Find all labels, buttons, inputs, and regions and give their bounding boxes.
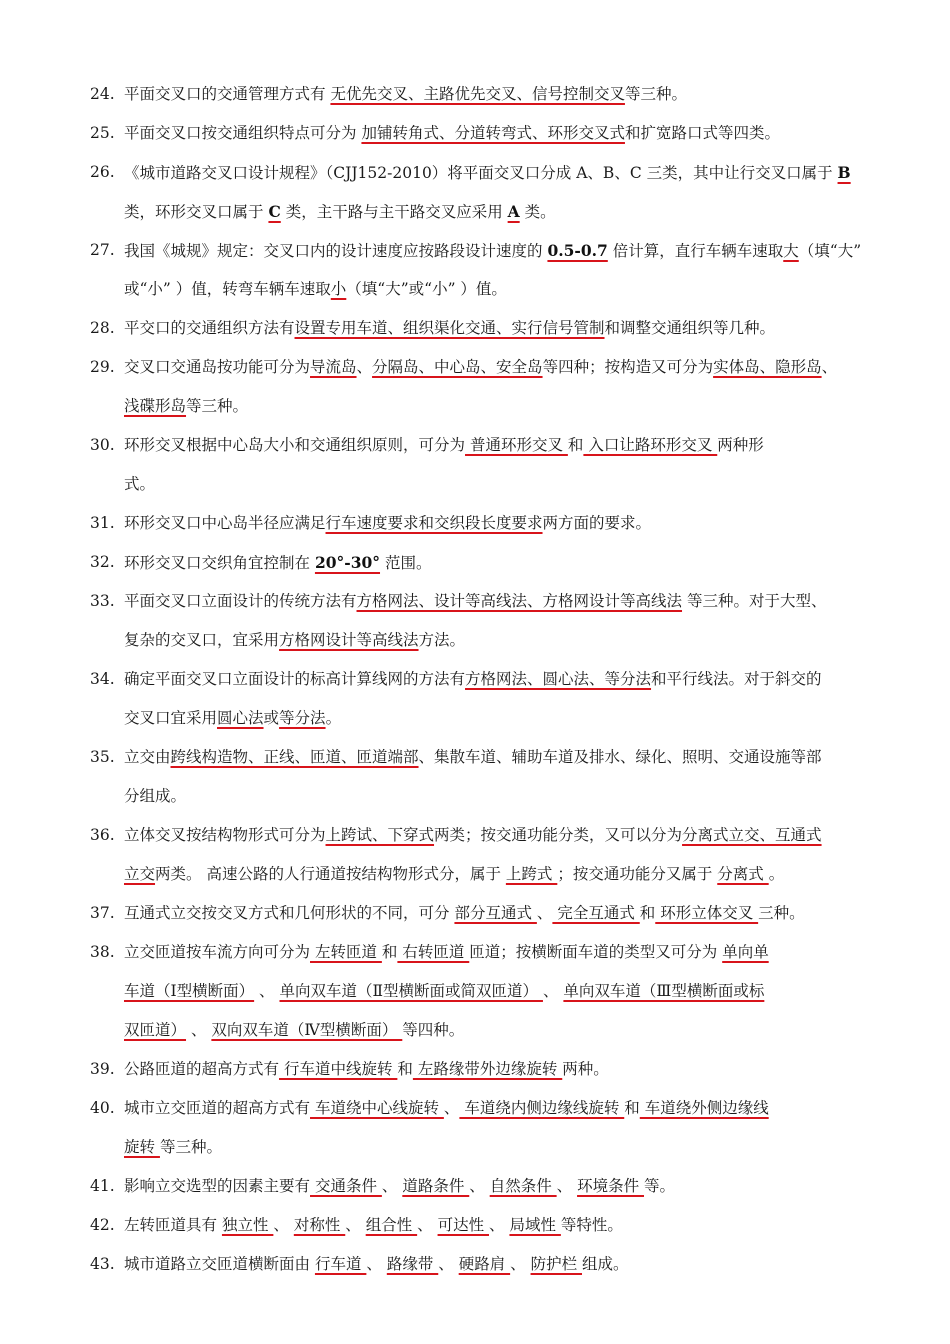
answer-underlined: 方格网法、圆心法、等分法 bbox=[465, 670, 652, 688]
question-text: 和 bbox=[397, 1060, 413, 1078]
question-number: 42. bbox=[90, 1216, 115, 1234]
answer-underlined: 对称性 bbox=[293, 1216, 346, 1234]
question-text: 我国《城规》规定：交叉口内的设计速度应按路段设计速度的 bbox=[124, 242, 548, 260]
question-text: 等三种。对于大型、 bbox=[682, 592, 827, 610]
answer-underlined: 车道绕中心线旋转 bbox=[310, 1099, 444, 1117]
question-line bbox=[124, 972, 880, 1011]
question-text: 类。 bbox=[519, 203, 556, 221]
answer-underlined: 完全互通式 bbox=[552, 904, 640, 922]
answer-underlined: 方格网设计等高线法 bbox=[279, 631, 419, 649]
question-text: 式。 bbox=[124, 475, 156, 493]
question-line bbox=[124, 504, 880, 543]
answer-underlined: 上跨试、下穿式 bbox=[325, 826, 435, 844]
answer-underlined: 左路缘带外边缘旋转 bbox=[412, 1060, 563, 1078]
question-line bbox=[124, 270, 880, 309]
question-text: 城市道路立交匝道横断面由 bbox=[124, 1255, 315, 1273]
question-line bbox=[124, 699, 880, 738]
answer-underlined: 组合性 bbox=[365, 1216, 418, 1234]
question-text: 、集散车道、辅助车道及排水、绿化、照明、交通设施等部 bbox=[418, 748, 822, 766]
question-text: 《城市道路交叉口设计规程》（CJJ152-2010）将平面交叉口分成 A、B、C 三类，其中让行交叉口属于 bbox=[124, 164, 838, 182]
answer-underlined: 防护栏 bbox=[530, 1255, 582, 1273]
question-text: 、 bbox=[356, 358, 373, 376]
question-text: 等三种。 bbox=[186, 397, 249, 415]
question-line bbox=[124, 738, 880, 777]
answer-underlined: 道路条件 bbox=[402, 1177, 470, 1195]
question-text: 、 bbox=[443, 1099, 460, 1117]
question-text: 。 bbox=[768, 865, 785, 883]
answer-underlined: 硬路肩 bbox=[458, 1255, 511, 1273]
question-text: 倍计算，直行车辆车速取 bbox=[607, 242, 784, 260]
question-line bbox=[124, 1128, 880, 1167]
question-text: 或 bbox=[263, 709, 280, 727]
answer-underlined: 交通条件 bbox=[310, 1177, 382, 1195]
answer-underlined: 环境条件 bbox=[577, 1177, 644, 1195]
answer-underlined: 独立性 bbox=[221, 1216, 274, 1234]
question-text: 和平行线法。对于斜交的 bbox=[651, 670, 822, 688]
question-number: 34. bbox=[90, 670, 115, 688]
answer-underlined: 单向双车道（Ⅲ型横断面或标 bbox=[563, 982, 765, 1000]
question-line bbox=[124, 777, 880, 816]
question-text: 分组成。 bbox=[124, 787, 187, 805]
question-text: 平面交叉口按交通组织特点可分为 bbox=[124, 124, 362, 142]
question-text: 等三种。 bbox=[624, 85, 687, 103]
answer-underlined: 局域性 bbox=[509, 1216, 561, 1234]
question-text: 和 bbox=[624, 1099, 640, 1117]
question-number: 32. bbox=[90, 553, 115, 571]
answer-underlined: 路缘带 bbox=[386, 1255, 439, 1273]
answer-bold: 20°-30° bbox=[314, 553, 381, 572]
answer-underlined: 跨线构造物、正线、匝道、匝道端部 bbox=[170, 748, 419, 766]
question-text: 两种形 bbox=[717, 436, 764, 454]
question-line bbox=[124, 348, 880, 387]
answer-underlined: 部分互通式 bbox=[454, 904, 537, 922]
question-number: 30. bbox=[90, 436, 115, 454]
question-text: 立体交叉按结构物形式可分为 bbox=[124, 826, 326, 844]
answer-underlined: 环形立体交叉 bbox=[655, 904, 759, 922]
question-text: 、 bbox=[556, 1177, 578, 1195]
question-line bbox=[124, 1089, 880, 1128]
answer-underlined: 设置专用车道、组织渠化交通、实行信号管制 bbox=[294, 319, 605, 337]
question-number: 35. bbox=[90, 748, 115, 766]
answer-underlined: 单向单 bbox=[722, 943, 769, 961]
question-text: 、 bbox=[469, 1177, 490, 1195]
answer-underlined: 方格网法、设计等高线法、方格网设计等高线法 bbox=[356, 592, 683, 610]
answer-underlined: 双匝道） bbox=[124, 1021, 187, 1039]
question-number: 26. bbox=[90, 163, 115, 181]
question-text: 匝道；按横断面车道的类型又可分为 bbox=[469, 943, 723, 961]
question-text: 两类。 高速公路的人行通道按结构物形式分，属于 bbox=[155, 865, 506, 883]
answer-underlined: 大 bbox=[783, 242, 799, 260]
question-text: 、 bbox=[438, 1255, 459, 1273]
question-number: 37. bbox=[90, 904, 115, 922]
question-text: 、 bbox=[186, 1021, 212, 1039]
question-line bbox=[124, 660, 880, 699]
question-text: 立交匝道按车流方向可分为 bbox=[124, 943, 311, 961]
answer-bold: C bbox=[268, 202, 281, 221]
question-text: 和调整交通组织等几种。 bbox=[604, 319, 776, 337]
answer-bold: 0.5-0.7 bbox=[547, 241, 608, 260]
question-text: 环形交叉口交织角宜控制在 bbox=[124, 554, 315, 572]
answer-underlined: 导流岛 bbox=[310, 358, 357, 376]
answer-underlined: 自然条件 bbox=[489, 1177, 557, 1195]
question-line bbox=[124, 387, 880, 426]
question-text: 平面交叉口立面设计的传统方法有 bbox=[124, 592, 357, 610]
question-text: 组成。 bbox=[582, 1255, 629, 1273]
question-text: 和 bbox=[567, 436, 584, 454]
question-number: 29. bbox=[90, 358, 115, 376]
question-line bbox=[124, 114, 880, 153]
question-number: 40. bbox=[90, 1099, 115, 1117]
question-number: 41. bbox=[90, 1177, 115, 1195]
answer-underlined: 无优先交叉、主路优先交叉、信号控制交叉 bbox=[330, 85, 625, 103]
question-text: 影响立交选型的因素主要有 bbox=[124, 1177, 311, 1195]
answer-underlined: 加铺转角式、分道转弯式、环形交叉式 bbox=[361, 124, 625, 142]
question-text: 、 bbox=[273, 1216, 294, 1234]
question-line bbox=[124, 933, 880, 972]
question-text: 类，主干路与主干路交叉应采用 bbox=[280, 203, 508, 221]
question-number: 38. bbox=[90, 943, 115, 961]
question-text: 两类；按交通功能分类，又可以分为 bbox=[434, 826, 683, 844]
question-line bbox=[124, 75, 880, 114]
question-text: 方法。 bbox=[418, 631, 466, 649]
answer-underlined: 单向双车道（Ⅱ型横断面或简双匝道） bbox=[279, 982, 543, 1000]
question-line bbox=[124, 1050, 880, 1089]
question-text: 或“小” ）值，转弯车辆车速取 bbox=[124, 280, 331, 298]
question-text: 、 bbox=[510, 1255, 531, 1273]
question-text: 、 bbox=[345, 1216, 366, 1234]
question-text: 等四种。 bbox=[402, 1021, 465, 1039]
question-line bbox=[124, 153, 880, 192]
question-line bbox=[124, 465, 880, 504]
answer-underlined: 立交 bbox=[124, 865, 156, 883]
question-number: 28. bbox=[90, 319, 115, 337]
answer-underlined: 行车道 bbox=[314, 1255, 367, 1273]
question-text: 等四种；按构造又可分为 bbox=[542, 358, 714, 376]
answer-underlined: 等分法 bbox=[279, 709, 326, 727]
question-number: 39. bbox=[90, 1060, 115, 1078]
question-text: 复杂的交叉口，宜采用 bbox=[124, 631, 280, 649]
answer-underlined: 浅碟形岛 bbox=[124, 397, 187, 415]
question-number: 25. bbox=[90, 124, 115, 142]
question-text: 互通式立交按交叉方式和几何形状的不同，可分 bbox=[124, 904, 455, 922]
answer-underlined: 车道（Ⅰ型横断面） bbox=[124, 982, 255, 1000]
answer-underlined: 车道绕外侧边缘线 bbox=[639, 1099, 769, 1117]
question-text: 交叉口宜采用 bbox=[124, 709, 218, 727]
question-text: 城市立交匝道的超高方式有 bbox=[124, 1099, 311, 1117]
answer-underlined: 普通环形交叉 bbox=[465, 436, 568, 454]
answer-bold: B bbox=[837, 163, 851, 182]
question-line bbox=[124, 543, 880, 582]
question-line bbox=[124, 192, 880, 231]
question-line bbox=[124, 1245, 880, 1284]
question-text: 三种。 bbox=[758, 904, 805, 922]
question-line bbox=[124, 1011, 880, 1050]
question-text: 、 bbox=[417, 1216, 438, 1234]
answer-underlined: 圆心法 bbox=[217, 709, 264, 727]
answer-underlined: 分隔岛、中心岛、安全岛 bbox=[372, 358, 543, 376]
question-text: 平交口的交通组织方法有 bbox=[124, 319, 295, 337]
answer-underlined: 行车速度要求和交织段长度要求 bbox=[325, 514, 543, 532]
answer-underlined: 行车道中线旋转 bbox=[279, 1060, 398, 1078]
question-text: 等三种。 bbox=[159, 1138, 222, 1156]
question-number: 43. bbox=[90, 1255, 115, 1273]
answer-underlined: 实体岛、隐形岛 bbox=[713, 358, 822, 376]
question-line bbox=[124, 1167, 880, 1206]
question-text: 平面交叉口的交通管理方式有 bbox=[124, 85, 331, 103]
question-text: 左转匝道具有 bbox=[124, 1216, 222, 1234]
question-number: 24. bbox=[90, 85, 115, 103]
answer-underlined: 左转匝道 bbox=[310, 943, 382, 961]
question-text: 两方面的要求。 bbox=[542, 514, 652, 532]
answer-underlined: 旋转 bbox=[124, 1138, 160, 1156]
question-text: 立交由 bbox=[124, 748, 171, 766]
question-text: 、 bbox=[366, 1255, 387, 1273]
question-text: 和 bbox=[381, 943, 398, 961]
question-text: 等特性。 bbox=[560, 1216, 623, 1234]
question-text: （填“大” bbox=[798, 242, 862, 260]
answer-underlined: 车道绕内侧边缘线旋转 bbox=[459, 1099, 625, 1117]
question-line bbox=[124, 894, 880, 933]
answer-underlined: 右转匝道 bbox=[397, 943, 470, 961]
question-text: 环形交叉根据中心岛大小和交通组织原则，可分为 bbox=[124, 436, 466, 454]
question-line bbox=[124, 1206, 880, 1245]
question-line bbox=[124, 855, 880, 894]
question-text: 、 bbox=[536, 904, 553, 922]
answer-underlined: 可达性 bbox=[437, 1216, 489, 1234]
answer-underlined: 分离式 bbox=[717, 865, 769, 883]
question-text: 。 bbox=[325, 709, 342, 727]
question-line bbox=[124, 231, 880, 270]
question-line bbox=[124, 621, 880, 660]
question-text: 环形交叉口中心岛半径应满足 bbox=[124, 514, 326, 532]
question-number: 31. bbox=[90, 514, 115, 532]
question-number: 36. bbox=[90, 826, 115, 844]
question-line bbox=[124, 309, 880, 348]
answer-underlined: 双向双车道（Ⅳ型横断面） bbox=[211, 1021, 403, 1039]
question-text: 和扩宽路口式等四类。 bbox=[624, 124, 780, 142]
question-text: 确定平面交叉口立面设计的标高计算线网的方法有 bbox=[124, 670, 466, 688]
question-text: 、 bbox=[381, 1177, 403, 1195]
answer-underlined: 入口让路环形交叉 bbox=[583, 436, 718, 454]
question-text: 、 bbox=[542, 982, 564, 1000]
question-text: 和 bbox=[639, 904, 656, 922]
question-text: 范围。 bbox=[380, 554, 432, 572]
question-text: 、 bbox=[254, 982, 280, 1000]
question-text: 公路匝道的超高方式有 bbox=[124, 1060, 280, 1078]
question-number: 33. bbox=[90, 592, 115, 610]
question-line bbox=[124, 582, 880, 621]
answer-underlined: 小 bbox=[330, 280, 347, 298]
answer-bold: A bbox=[507, 202, 520, 221]
question-text: ；按交通功能分又属于 bbox=[557, 865, 718, 883]
question-text: 两种。 bbox=[562, 1060, 609, 1078]
question-text: 、 bbox=[489, 1216, 510, 1234]
question-text: 交叉口交通岛按功能可分为 bbox=[124, 358, 311, 376]
question-line bbox=[124, 816, 880, 855]
answer-underlined: 上跨式 bbox=[505, 865, 558, 883]
question-text: 、 bbox=[821, 358, 838, 376]
question-text: 等。 bbox=[644, 1177, 676, 1195]
question-number: 27. bbox=[90, 241, 115, 259]
question-text: 类，环形交叉口属于 bbox=[124, 203, 269, 221]
question-line bbox=[124, 426, 880, 465]
question-text: （填“大”或“小” ）值。 bbox=[346, 280, 507, 298]
answer-underlined: 分离式立交、互通式 bbox=[682, 826, 822, 844]
